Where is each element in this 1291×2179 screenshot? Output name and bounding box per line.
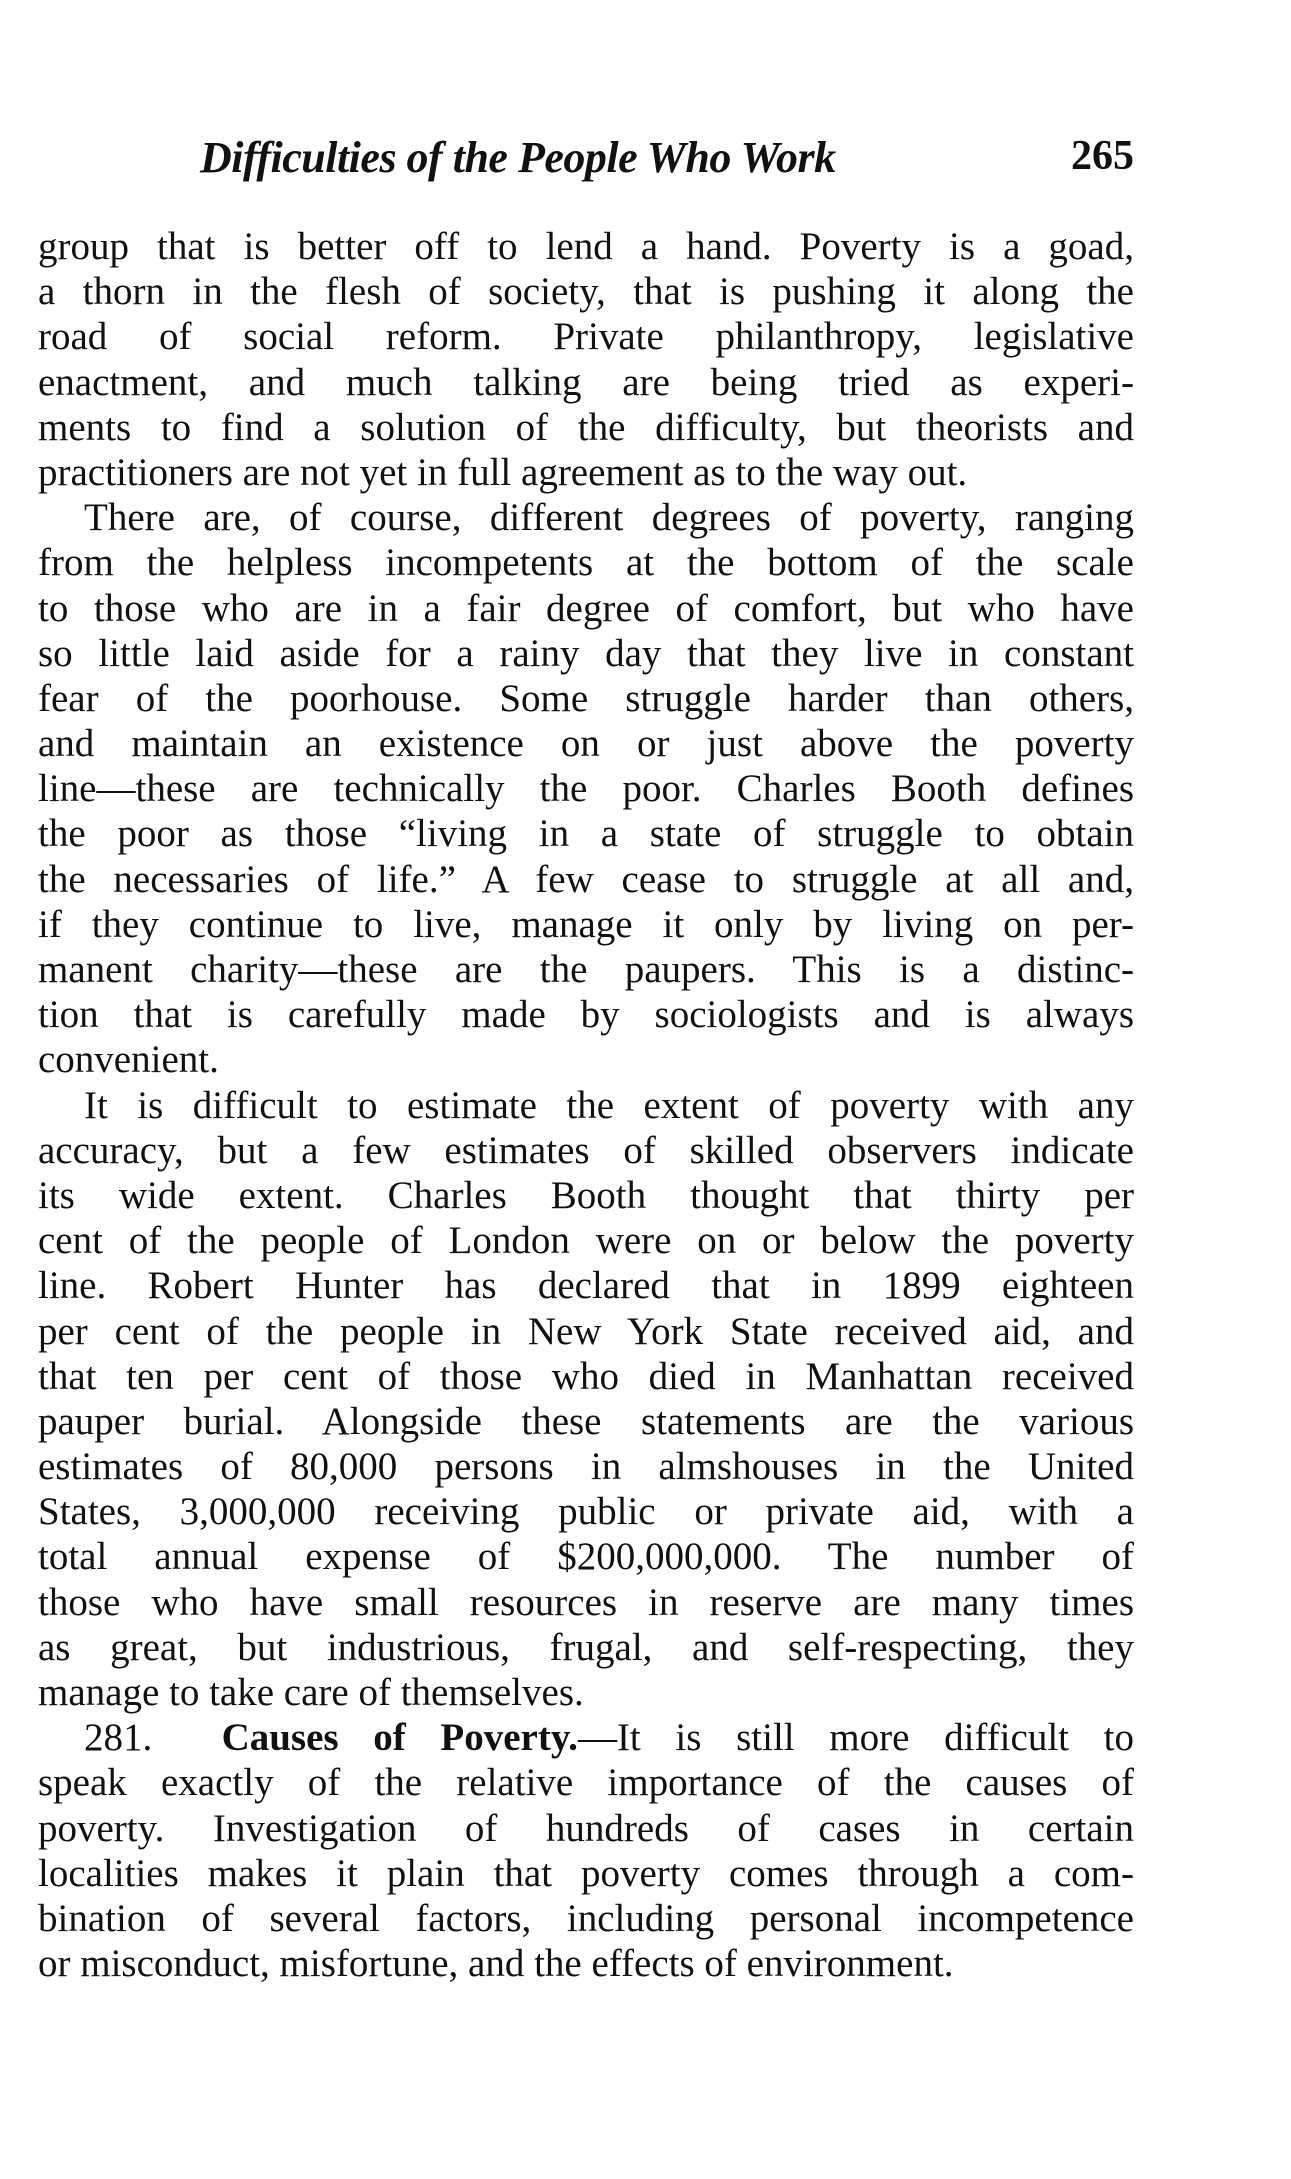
text-line: to those who are in a fair degree of comfort, but who have [38, 586, 1134, 630]
text-line: pauper burial. Alongside these statements are the various [38, 1399, 1134, 1443]
text-line: those who have small resources in reserve are many times [38, 1580, 1134, 1624]
text-line: manage to take care of themselves. [38, 1671, 584, 1714]
text-line: convenient. [38, 1038, 219, 1082]
text-line: the necessaries of life.” A few cease to struggle at all and, [38, 857, 1134, 901]
text-line: per cent of the people in New York State received aid, and [38, 1309, 1134, 1353]
text-line: as great, but industrious, frugal, and self-respecting, they [38, 1625, 1134, 1669]
text-line: if they continue to live, manage it only by living on per- [38, 902, 1134, 946]
text-line: its wide extent. Charles Booth thought that thirty per [38, 1173, 1134, 1217]
text-line: so little laid aside for a rainy day that they live in constant [38, 631, 1134, 675]
paragraphs [38, 224, 1134, 1715]
paragraph [38, 1083, 1134, 1716]
text-line: ments to find a solution of the difficulty, but theorists and [38, 405, 1134, 449]
text-line: manent charity—these are the paupers. This is a distinc- [38, 948, 1134, 991]
text-line: bination of several factors, including personal incompetence [38, 1896, 1134, 1940]
section-number: 281. [84, 1716, 153, 1760]
text-line: a thorn in the flesh of society, that is pushing it along the [38, 270, 1134, 314]
page-body [38, 224, 1134, 1986]
running-header [200, 132, 1134, 192]
section-first-line [38, 1715, 1134, 1760]
paragraph [38, 224, 1134, 495]
text-line: group that is better off to lend a hand. Poverty is a goad, [38, 225, 1134, 268]
text-line: line. Robert Hunter has declared that in 1899 eighteen [38, 1264, 1134, 1308]
text-line: fear of the poorhouse. Some struggle harder than others, [38, 676, 1134, 720]
paragraph [38, 495, 1134, 1082]
section-first-line-text: —It is still more difficult to [577, 1716, 1134, 1760]
text-line: the poor as those “living in a state of struggle to obtain [38, 812, 1134, 856]
text-line: practitioners are not yet in full agreement as to the way out. [38, 450, 968, 494]
text-line: It is difficult to estimate the extent of poverty with any [84, 1083, 1134, 1127]
text-line: and maintain an existence on or just above the poverty [38, 722, 1134, 766]
text-line: cent of the people of London were on or below the poverty [38, 1219, 1134, 1263]
text-line: poverty. Investigation of hundreds of cases in certain [38, 1806, 1134, 1850]
text-line: that ten per cent of those who died in Manhattan received [38, 1354, 1134, 1398]
text-line: speak exactly of the relative importance of the causes of [38, 1761, 1134, 1805]
text-line: road of social reform. Private philanthropy, legislative [38, 315, 1134, 359]
section-281 [38, 1715, 1134, 1986]
text-line: total annual expense of $200,000,000. The number of [38, 1535, 1134, 1579]
section-heading: Causes of Poverty. [221, 1716, 578, 1760]
text-line: localities makes it plain that poverty comes through a com- [38, 1851, 1134, 1895]
text-line: enactment, and much talking are being tried as experi- [38, 360, 1134, 404]
page-number: 265 [1071, 133, 1134, 179]
text-line: line—these are technically the poor. Charles Booth defines [38, 767, 1134, 811]
text-line: or misconduct, misfortune, and the effects of environment. [38, 1942, 954, 1986]
text-line: accuracy, but a few estimates of skilled observers indicate [38, 1128, 1134, 1172]
section-lines [38, 1760, 1134, 1986]
text-line: estimates of 80,000 persons in almshouses in the United [38, 1445, 1134, 1489]
text-line: from the helpless incompetents at the bottom of the scale [38, 541, 1134, 585]
text-line: tion that is carefully made by sociologists and is always [38, 993, 1134, 1037]
running-title: Difficulties of the People Who Work [200, 133, 836, 182]
text-line: There are, of course, different degrees of poverty, ranging [84, 496, 1134, 540]
text-line: States, 3,000,000 receiving public or private aid, with a [38, 1490, 1134, 1534]
